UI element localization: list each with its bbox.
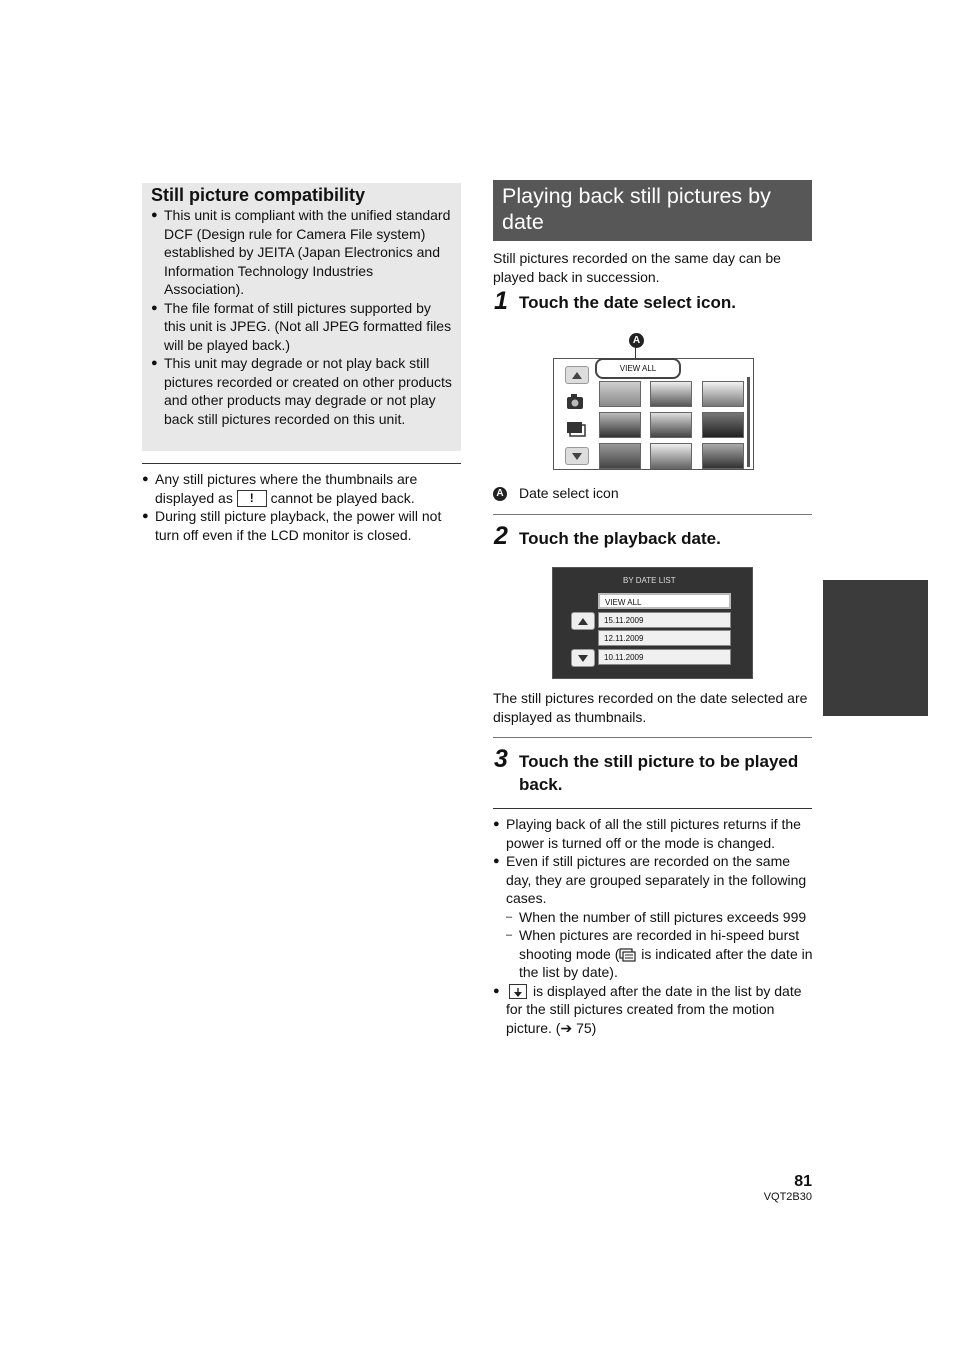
list-item: ● During still picture playback, the power will not turn off even if the LCD monitor is closed. — [142, 508, 442, 543]
document-code: VQT2B30 — [763, 1191, 812, 1203]
camera-icon — [565, 391, 587, 411]
list-item: ● Any still pictures where the thumbnails are displayed as ! cannot be played back. — [142, 471, 418, 506]
thumbnail[interactable] — [599, 412, 641, 438]
thumbnail-screen — [553, 358, 754, 470]
marker-a-icon: A — [493, 487, 507, 501]
date-list-screen — [552, 567, 753, 679]
sub-list-item: – When the number of still pictures exceeds 999 — [506, 908, 807, 925]
bullet-icon: ● — [151, 209, 158, 221]
created-from-motion-picture-icon — [509, 984, 527, 999]
list-row-date[interactable]: 10.11.2009 — [598, 649, 731, 665]
thumbnail[interactable] — [702, 381, 744, 407]
bullet-icon: ● — [142, 473, 149, 485]
list-item: ● Playing back of all the still pictures returns if the power is turned off or the mode is changed. — [493, 816, 801, 851]
step-number: 1 — [494, 287, 508, 315]
compatibility-list — [151, 206, 456, 428]
compatibility-box — [142, 183, 461, 451]
list-item: ● is displayed after the date in the list by date for the still pictures created from the motion picture. (➔ 75) — [493, 982, 802, 1036]
thumbnail[interactable] — [599, 381, 641, 407]
bullet-icon: ● — [151, 301, 158, 314]
thumbnail[interactable] — [702, 443, 744, 469]
sub-list-item: – When pictures are recorded in hi-speed burst shooting mode ( is indicated after the date in the list by date). — [506, 927, 813, 980]
triangle-down-icon — [566, 448, 588, 464]
chapter-side-tab — [823, 580, 928, 716]
triangle-up-icon — [572, 613, 594, 629]
step-text: Touch the playback date. — [519, 529, 721, 548]
unplayable-thumbnail-icon: ! — [237, 490, 267, 507]
step-number: 2 — [494, 522, 508, 550]
page-number: 81 — [794, 1173, 812, 1190]
caption-text: Date select icon — [519, 485, 619, 501]
compatibility-heading: Still picture compatibility — [151, 185, 366, 205]
divider — [493, 737, 812, 738]
left-notes — [142, 470, 462, 544]
bullet-icon: ● — [142, 510, 149, 523]
thumbnail[interactable] — [599, 443, 641, 469]
thumbnail[interactable] — [702, 412, 744, 438]
scroll-up-button[interactable] — [565, 366, 589, 384]
section-title-bar — [493, 180, 812, 241]
list-row-view-all[interactable]: VIEW ALL — [598, 593, 731, 609]
divider — [142, 463, 461, 464]
triangle-up-icon — [566, 367, 588, 383]
scroll-up-button[interactable] — [571, 612, 595, 630]
list-item: ● Even if still pictures are recorded on the same day, they are grouped separately in the following cases. – When the number of still pictures exceeds 999 – When pictures are recorded in hi-speed burst shooting mode ( is indicated after the date in the list by date). — [493, 853, 813, 980]
playback-mode-icon — [565, 419, 587, 439]
scrollbar[interactable] — [747, 377, 750, 467]
marker-a-icon: A — [629, 333, 644, 348]
list-row-date[interactable]: 15.11.2009 — [598, 612, 731, 628]
bullet-icon: ● — [493, 984, 500, 997]
thumbnail[interactable] — [650, 412, 692, 438]
thumbnail[interactable] — [650, 381, 692, 407]
bullet-icon: ● — [493, 818, 500, 830]
section-title: Playing back still pictures by date — [502, 184, 771, 234]
divider — [493, 808, 812, 809]
dash-icon: – — [506, 929, 513, 941]
dash-icon: – — [506, 910, 513, 923]
date-select-icon[interactable]: VIEW ALL — [595, 358, 681, 379]
list-item: ● This unit is compliant with the unified standard DCF (Design rule for Camera File system) established by JEITA (Japan Electronics and Information Technology Industries Association). — [151, 207, 451, 297]
triangle-down-icon — [572, 650, 594, 666]
list-item: ● This unit may degrade or not play back still pictures recorded or created on other products and other products may degrade or not play back still pictures recorded on this unit. — [151, 355, 452, 427]
bullet-icon: ● — [151, 357, 158, 369]
step-text: Touch the date select icon. — [519, 293, 736, 312]
list-row-date[interactable]: 12.11.2009 — [598, 630, 731, 646]
intro-text: Still pictures recorded on the same day can be played back in succession. — [493, 250, 781, 285]
screen-header: BY DATE LIST — [623, 576, 676, 585]
divider — [493, 514, 812, 515]
scroll-down-button[interactable] — [571, 649, 595, 667]
thumbnail[interactable] — [650, 443, 692, 469]
step-number: 3 — [494, 745, 508, 773]
bullet-icon: ● — [493, 855, 500, 867]
scroll-down-button[interactable] — [565, 447, 589, 465]
burst-mode-icon — [619, 948, 637, 962]
step-text: Touch the still picture to be played back. — [519, 752, 799, 794]
step2-result-text: The still pictures recorded on the date selected are displayed as thumbnails. — [493, 690, 808, 725]
right-notes — [493, 815, 813, 1037]
list-item: ● The file format of still pictures supported by this unit is JPEG. (Not all JPEG formatted files will be played back.) — [151, 299, 452, 353]
